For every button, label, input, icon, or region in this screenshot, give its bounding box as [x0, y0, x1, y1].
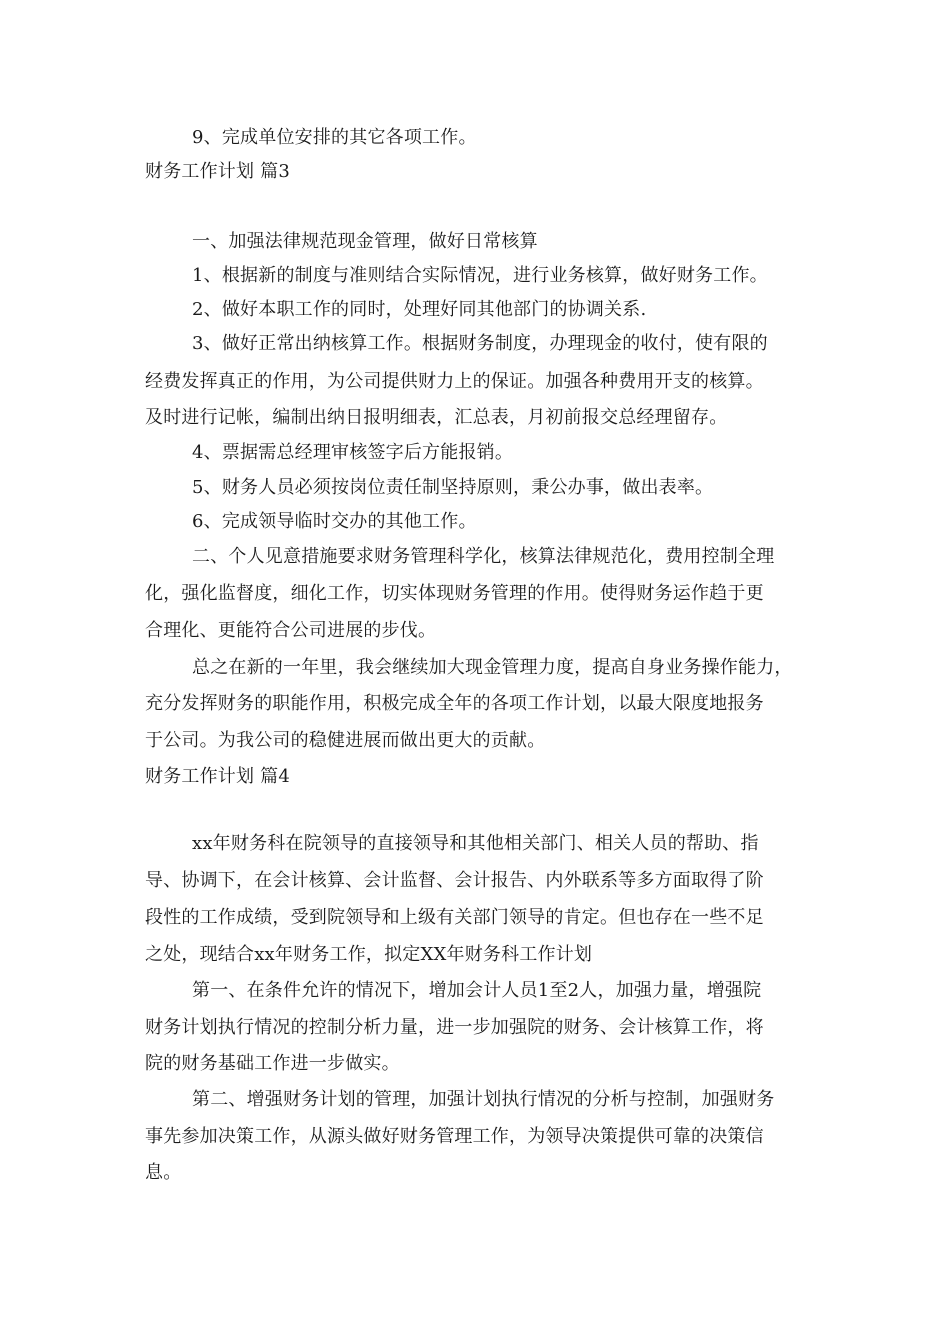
paragraph-line: 经费发挥真正的作用，为公司提供财力上的保证。加强各种费用开支的核算。 — [145, 371, 764, 392]
paragraph-line: 1、根据新的制度与准则结合实际情况，进行业务核算，做好财务工作。 — [192, 265, 768, 286]
paragraph-line: 9、完成单位安排的其它各项工作。 — [192, 127, 477, 148]
paragraph-line: 第二、增强财务计划的管理，加强计划执行情况的分析与控制，加强财务 — [192, 1089, 775, 1110]
paragraph-line: 4、票据需总经理审核签字后方能报销。 — [192, 442, 514, 463]
paragraph-line: 息。 — [145, 1162, 182, 1183]
paragraph-line: 5、财务人员必须按岗位责任制坚持原则，秉公办事，做出表率。 — [192, 477, 714, 498]
section-heading: 财务工作计划 篇4 — [145, 766, 290, 787]
paragraph-line: 导、协调下，在会计核算、会计监督、会计报告、内外联系等多方面取得了阶 — [145, 870, 764, 891]
paragraph-line: 一、加强法律规范现金管理，做好日常核算 — [192, 231, 538, 252]
paragraph-line: 事先参加决策工作，从源头做好财务管理工作，为领导决策提供可靠的决策信 — [145, 1126, 764, 1147]
paragraph-line: 二、个人见意措施要求财务管理科学化，核算法律规范化，费用控制全理 — [192, 546, 775, 567]
paragraph-line: 之处，现结合xx年财务工作，拟定XX年财务科工作计划 — [145, 944, 593, 965]
paragraph-line: 财务计划执行情况的控制分析力量，进一步加强院的财务、会计核算工作，将 — [145, 1017, 764, 1038]
paragraph-line: 院的财务基础工作进一步做实。 — [145, 1053, 400, 1074]
paragraph-line: 于公司。为我公司的稳健进展而做出更大的贡献。 — [145, 730, 546, 751]
paragraph-line: 合理化、更能符合公司进展的步伐。 — [145, 620, 437, 641]
paragraph-line: 6、完成领导临时交办的其他工作。 — [192, 511, 477, 532]
paragraph-line: 及时进行记帐，编制出纳日报明细表，汇总表，月初前报交总经理留存。 — [145, 407, 728, 428]
paragraph-line: 总之在新的一年里，我会继续加大现金管理力度，提高自身业务操作能力， — [192, 657, 793, 678]
paragraph-line: 2、做好本职工作的同时，处理好同其他部门的协调关系. — [192, 299, 647, 320]
paragraph-line: 第一、在条件允许的情况下，增加会计人员1至2人，加强力量，增强院 — [192, 980, 762, 1001]
paragraph-line: 充分发挥财务的职能作用，积极完成全年的各项工作计划，以最大限度地报务 — [145, 693, 764, 714]
paragraph-line: 化，强化监督度，细化工作，切实体现财务管理的作用。使得财务运作趋于更 — [145, 583, 764, 604]
paragraph-line: xx年财务科在院领导的直接领导和其他相关部门、相关人员的帮助、指 — [192, 833, 759, 854]
section-heading: 财务工作计划 篇3 — [145, 161, 290, 182]
paragraph-line: 3、做好正常出纳核算工作。根据财务制度，办理现金的收付，使有限的 — [192, 333, 768, 354]
paragraph-line: 段性的工作成绩，受到院领导和上级有关部门领导的肯定。但也存在一些不足 — [145, 907, 764, 928]
